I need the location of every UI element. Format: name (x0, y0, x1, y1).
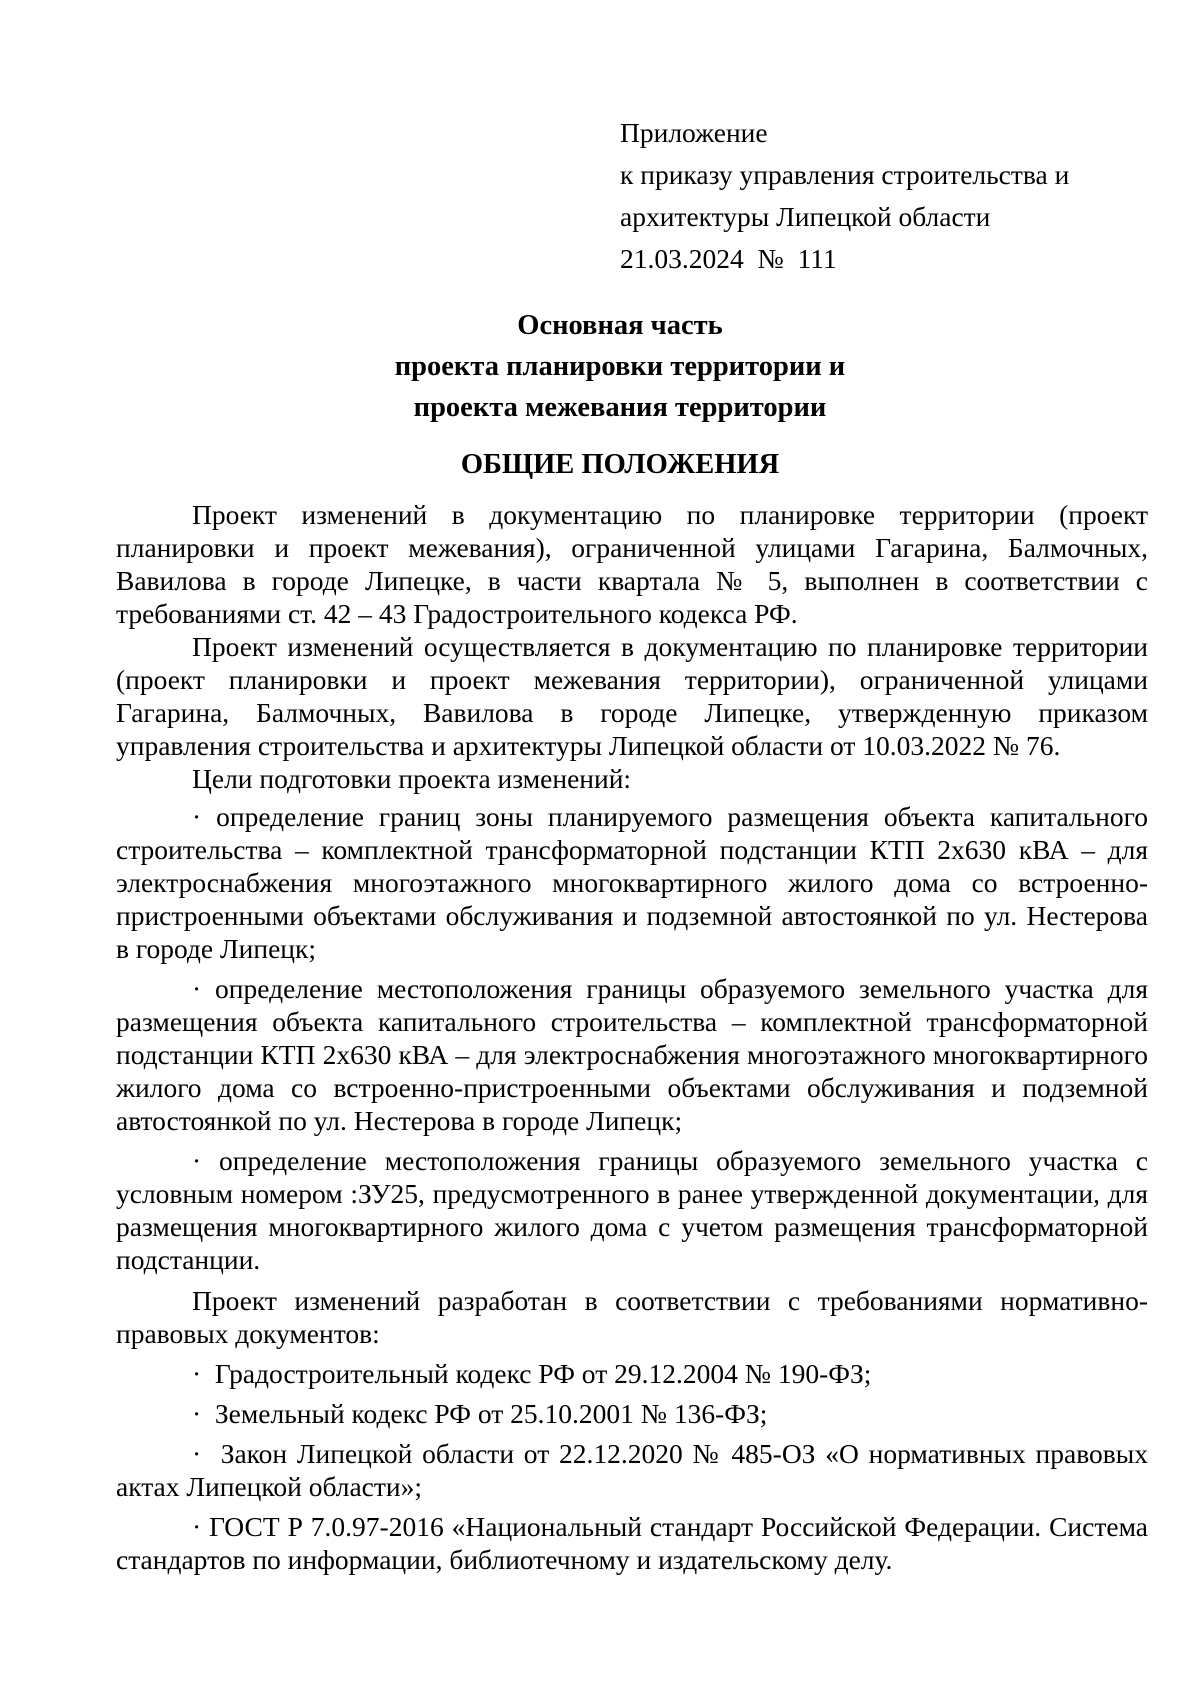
document-title (120, 305, 1120, 428)
goal-item: · определение местоположения границы образуемого земельного участка с условным номером :ЗУ25, предусмотренного в ранее утвержденной документации, для размещения многоквартирного жилого дома с учетом размещения трансформаторной подстанции. (116, 1145, 1148, 1275)
title-line: проекта межевания территории (413, 392, 827, 423)
appendix-date-number: 21.03.2024 № 111 (620, 243, 837, 274)
appendix-line: Приложение (620, 117, 768, 148)
appendix-block (620, 112, 1069, 280)
regulations-intro: Проект изменений разработан в соответствии с требованиями нормативно-правовых документов: (116, 1285, 1148, 1349)
appendix-line: к приказу управления строительства и (620, 159, 1070, 190)
regulation-item: · Закон Липецкой области от 22.12.2020 № 485-ОЗ «О нормативных правовых актах Липецкой области»; (116, 1438, 1155, 1502)
goal-item: · определение местоположения границы образуемого земельного участка для размещения объекта капитального строительства – комплектной трансформаторной подстанции КТП 2х630 кВА – для электроснабжения многоэтажного многоквартирного жилого дома со встроенно-пристроенными объектами обслуживания и подземной автостоянкой по ул. Нестерова в городе Липецк; (116, 973, 1148, 1136)
document-body (116, 498, 1155, 1576)
paragraph: Цели подготовки проекта изменений: (192, 763, 632, 794)
paragraph: Проект изменений в документацию по планировке территории (проект планировки и проект межевания), ограниченной улицами Гагарина, Балмочных, Вавилова в городе Липецке, в части квартала № 5, выполнен в соответствии с требованиями ст. 42 – 43 Градостроительного кодекса РФ. (116, 499, 1148, 629)
paragraph: Проект изменений осуществляется в документацию по планировке территории (проект планировки и проект межевания территории), ограниченной улицами Гагарина, Балмочных, Вавилова в городе Липецке, утвержденную приказом управления строительства и архитектуры Липецкой области от 10.03.2022 № 76. (116, 631, 1148, 761)
regulation-item: · Земельный кодекс РФ от 25.10.2001 № 136-ФЗ; (192, 1398, 768, 1429)
title-line: Основная часть (517, 310, 723, 341)
goal-item: · определение границ зоны планируемого размещения объекта капитального строительства – комплектной трансформаторной подстанции КТП 2х630 кВА – для электроснабжения многоэтажного многоквартирного жилого дома со встроенно-пристроенными объектами обслуживания и подземной автостоянкой по ул. Нестерова в городе Липецк; (116, 801, 1148, 964)
appendix-line: архитектуры Липецкой области (620, 201, 991, 232)
title-line: проекта планировки территории и (394, 351, 846, 382)
regulation-item: · ГОСТ Р 7.0.97-2016 «Национальный стандарт Российской Федерации. Система стандартов по информации, библиотечному и издательскому делу. (116, 1511, 1148, 1575)
regulation-item: · Градостроительный кодекс РФ от 29.12.2004 № 190-ФЗ; (192, 1358, 872, 1389)
section-heading: ОБЩИЕ ПОЛОЖЕНИЯ (460, 449, 780, 480)
